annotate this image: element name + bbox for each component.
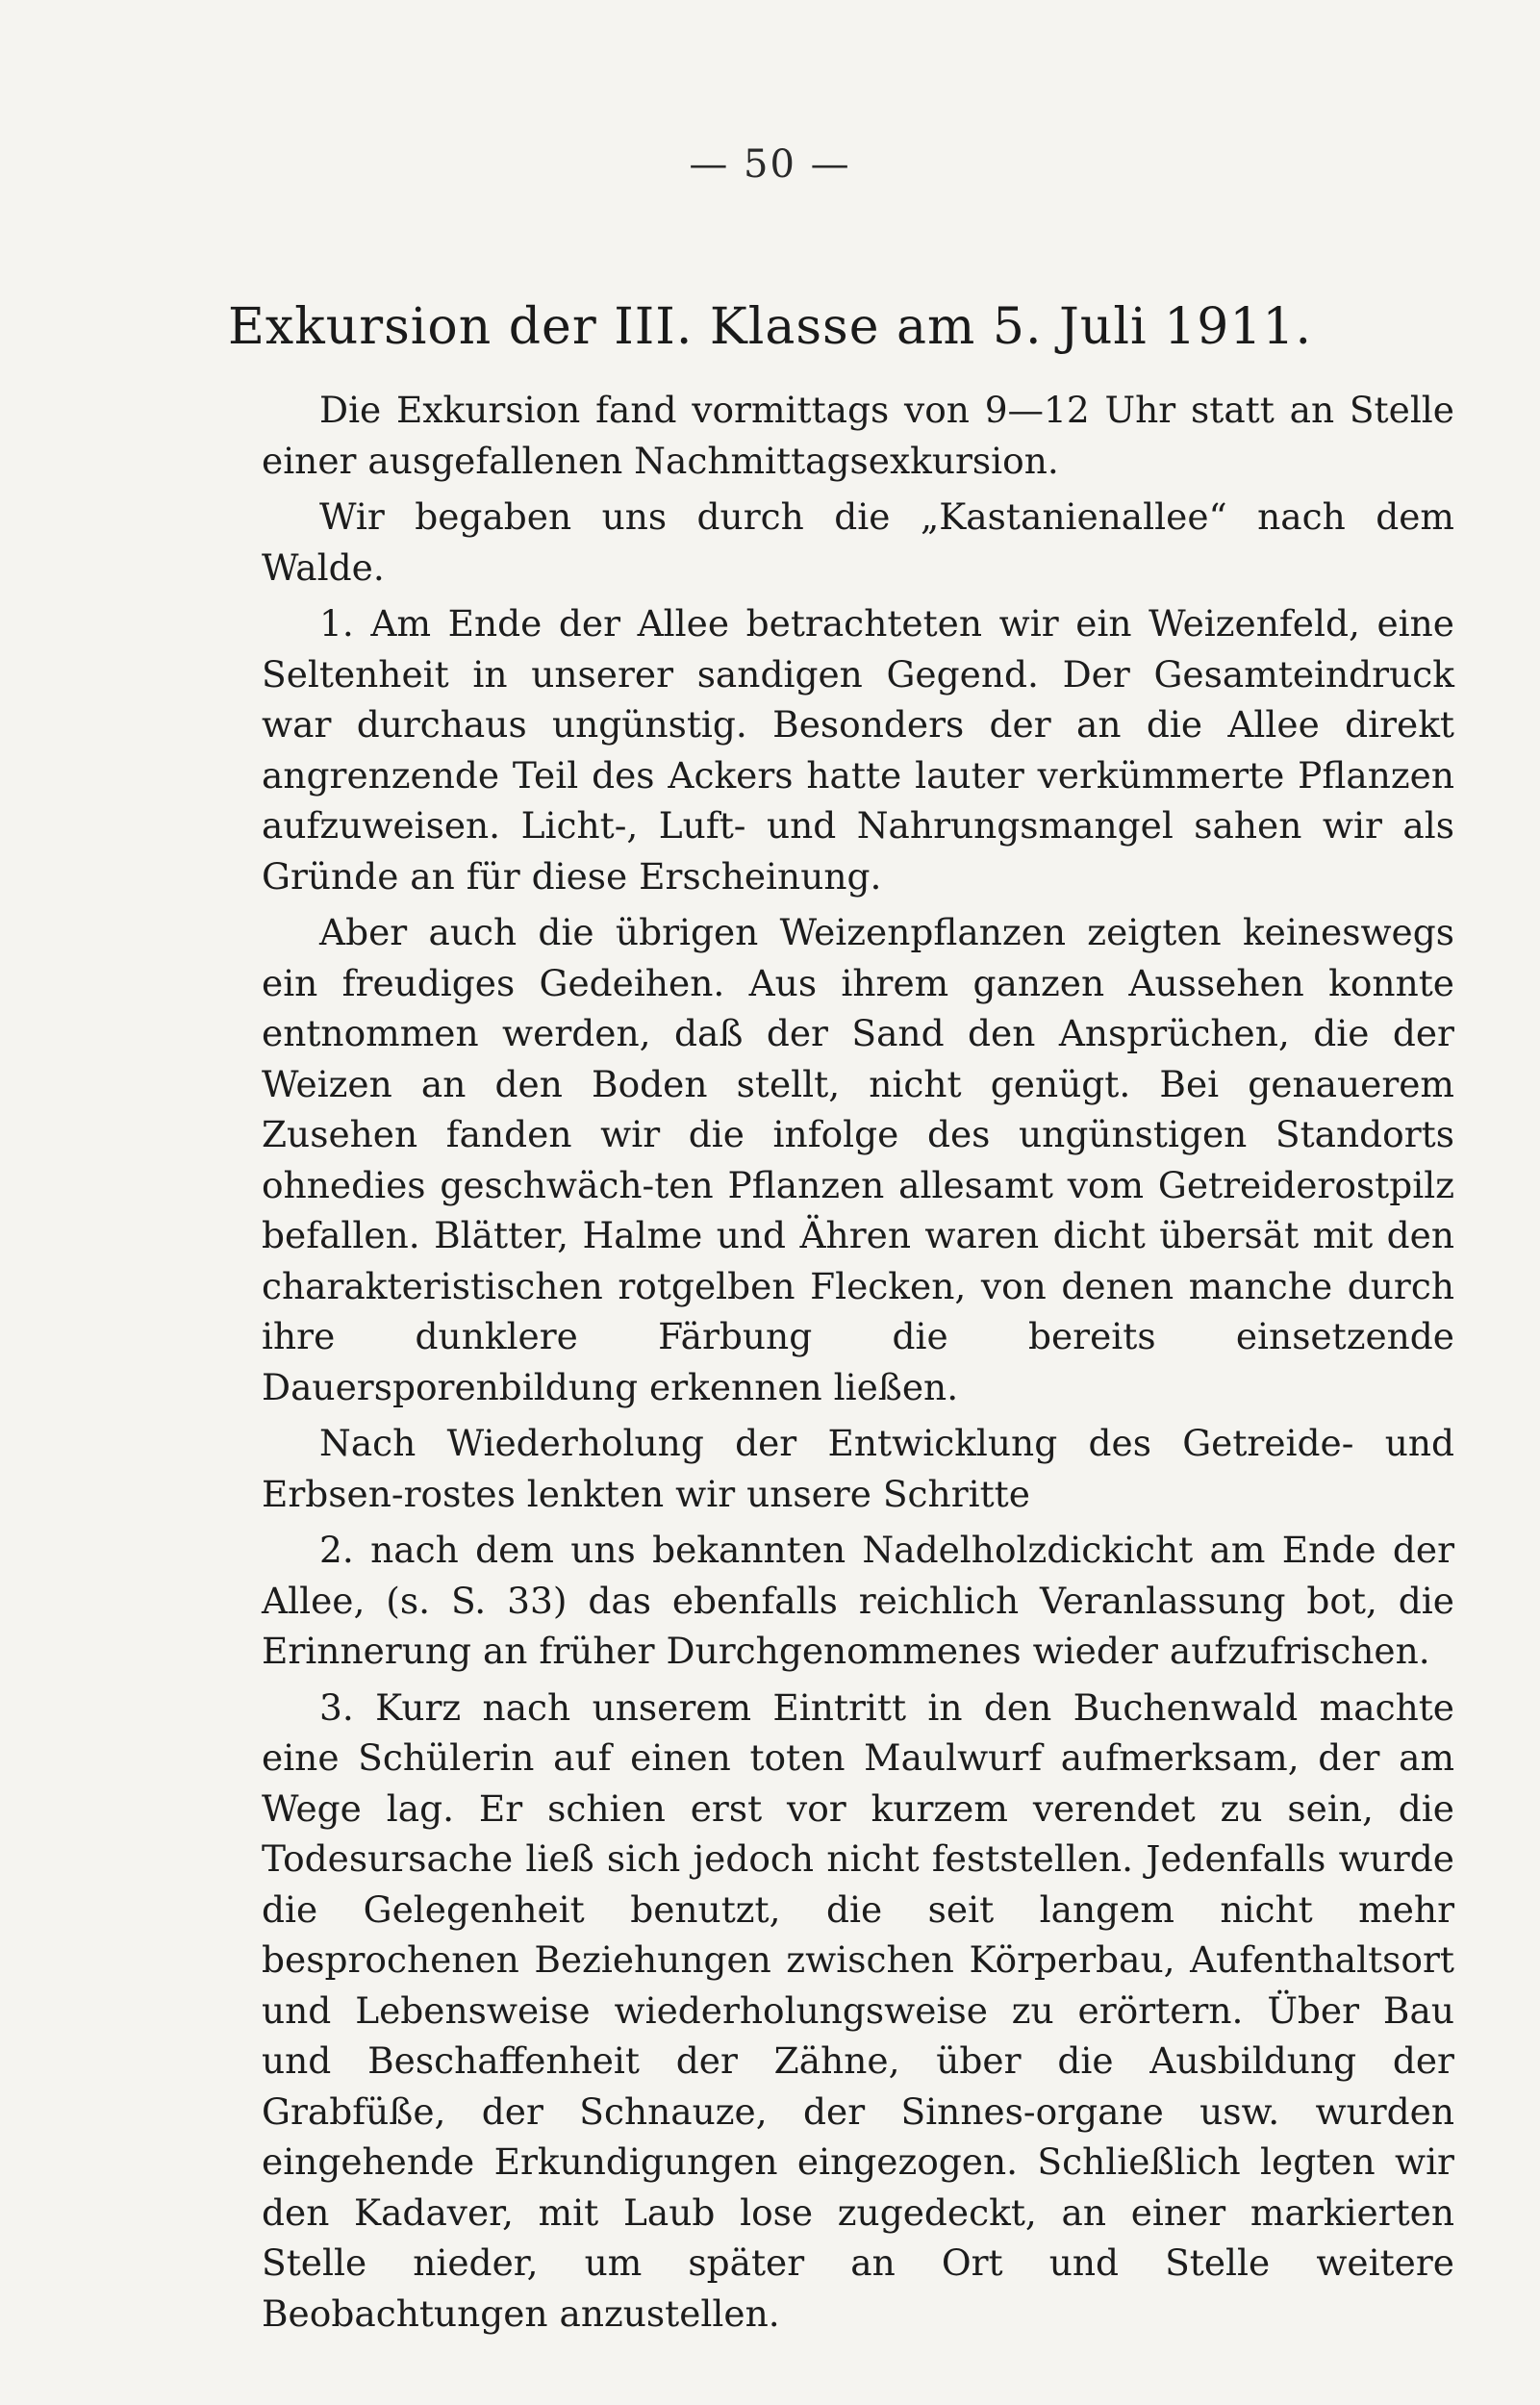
page-number: — 50 — [689, 142, 851, 187]
paragraph-weizenpflanzen: Aber auch die übrigen Weizenpflanzen zeigten keineswegs ein freudiges Gedeihen. Aus ihrem ganzen Aussehen konnte entnommen werden, daß der Sand den Ansprüchen, die der Weizen an den Boden stellt, nicht genügt. Bei genauerem Zusehen fanden wir die infolge des ungünstigen Standorts ohnedies geschwäch-ten Pflanzen allesamt vom Getreiderostpilz befallen. Blätter, Halme und Ähren waren dicht übersät mit den charakteristischen rotgelben Flecken, von denen manche durch ihre dunklere Färbung die bereits einsetzende Dauersporenbildung erkennen ließen. [262, 911, 1454, 1408]
paragraph-route: Wir begaben uns durch die „Kastanienallee“ nach dem Walde. [262, 495, 1454, 589]
paragraph-intro: Die Exkursion fand vormittags von 9—12 Uhr statt an Stelle einer ausgefallenen Nachmittagsexkursion. [262, 389, 1454, 482]
paragraph-weizenfeld: 1. Am Ende der Allee betrachteten wir ein Weizenfeld, eine Seltenheit in unserer sandigen Gegend. Der Gesamteindruck war durchaus ungünstig. Besonders der an die Allee direkt angrenzende Teil des Ackers hatte lauter verkümmerte Pflanzen aufzuweisen. Licht-, Luft- und Nahrungsmangel sahen wir als Gründe an für diese Erscheinung. [262, 602, 1454, 898]
paragraph-maulwurf: 3. Kurz nach unserem Eintritt in den Buchenwald machte eine Schülerin auf einen toten Maulwurf aufmerksam, der am Wege lag. Er schien erst vor kurzem verendet zu sein, die Todesursache ließ sich jedoch nicht feststellen. Jedenfalls wurde die Gelegenheit benutzt, die seit langem nicht mehr besprochenen Beziehungen zwischen Körperbau, Aufenthaltsort und Lebensweise wiederholungsweise zu erörtern. Über Bau und Beschaffenheit der Zähne, über die Ausbildung der Grabfüße, der Schnauze, der Sinnes-organe usw. wurden eingehende Erkundigungen eingezogen. Schließlich legten wir den Kadaver, mit Laub lose zugedeckt, an einer markierten Stelle nieder, um später an Ort und Stelle weitere Beobachtungen anzustellen. [262, 1685, 1454, 2335]
body-text [262, 385, 1454, 2344]
paragraph-rost: Nach Wiederholung der Entwicklung des Getreide- und Erbsen-rostes lenkten wir unsere Schritte [262, 1422, 1454, 1515]
paragraph-nadelholz: 2. nach dem uns bekannten Nadelholzdickicht am Ende der Allee, (s. S. 33) das ebenfalls reichlich Veranlassung bot, die Erinnerung an früher Durchgenommenes wieder aufzufrischen. [262, 1529, 1454, 1672]
section-title: Exkursion der III. Klasse am 5. Juli 1911. [227, 298, 1313, 356]
